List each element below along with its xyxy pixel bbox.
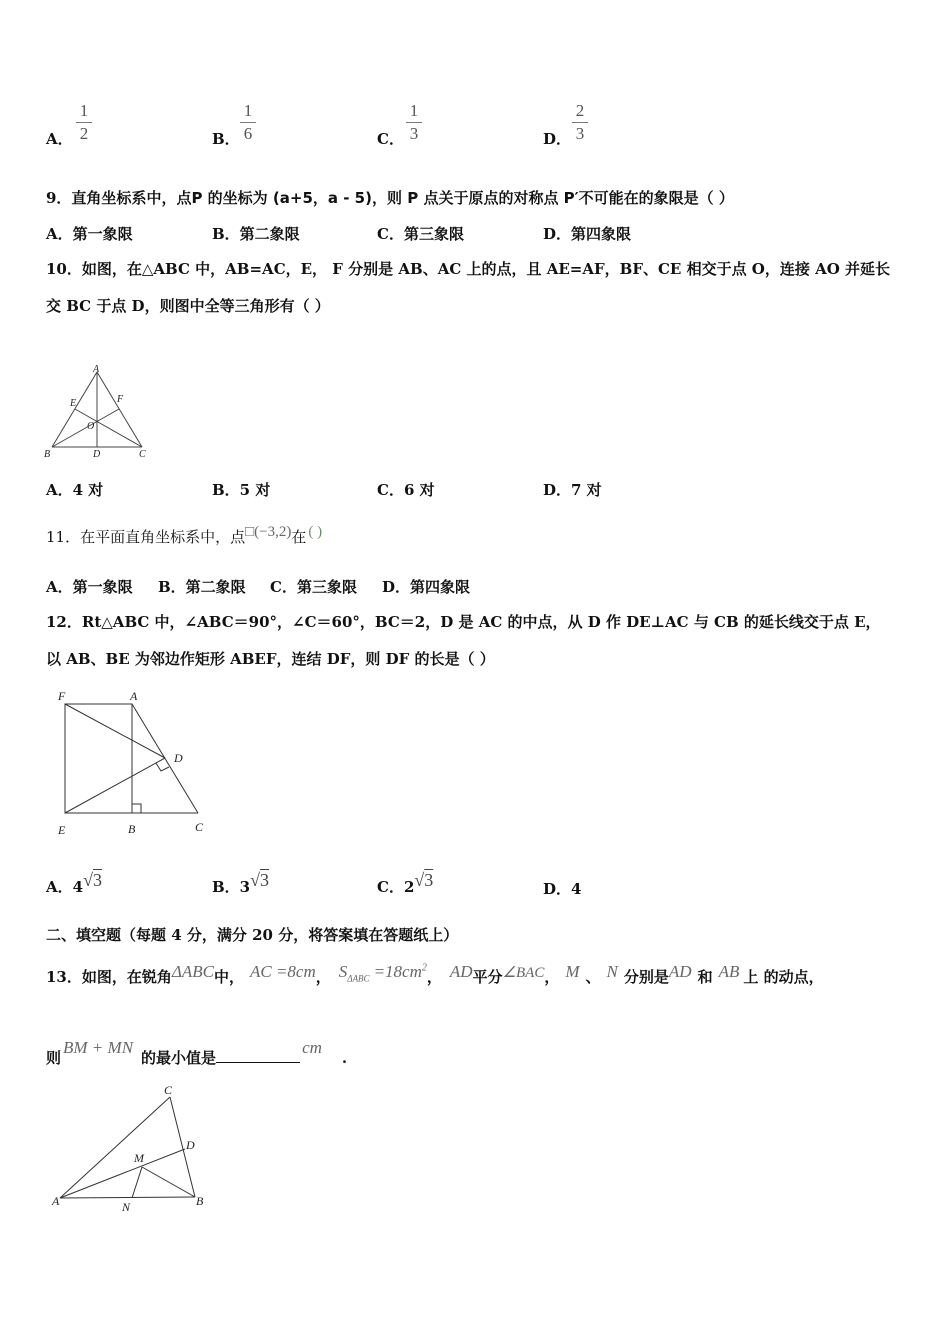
q11-stem: 11．在平面直角坐标系中，点□(−3,2)在 ( ): [46, 524, 323, 546]
q10-figure: [40, 362, 155, 462]
q10-stem-line1: 10．如图，在△ABC 中，AB=AC，E， F 分别是 AB、AC 上的点，且 AE=AF，BF、CE 相交于点 O，连接 AO 并延长: [46, 260, 891, 278]
q13-label-d: D: [186, 1138, 195, 1152]
q8-option-d: D．: [543, 130, 572, 148]
q13-figure: [48, 1080, 218, 1215]
q11-option-c: C．第三象限: [270, 578, 357, 596]
section-2-heading: 二、填空题（每题 4 分，满分 20 分，将答案填在答题纸上）: [46, 926, 459, 944]
q12-label-b: B: [128, 822, 136, 836]
q9-option-d: D．第四象限: [543, 225, 632, 243]
q13-stem-line1: 13．如图，在锐角ΔABC中， AC =8cm， $S_{\Delta ABC} =18cm^2$， AD平分∠BAC， M 、 N 分别是AD 和 AB 上 的动点，: [46, 962, 824, 986]
q12-option-c: C．2√3: [377, 870, 434, 896]
q10-option-c: C．6 对: [377, 481, 435, 499]
q12-option-a: A．4√3: [46, 870, 102, 896]
q10-option-b: B．5 对: [212, 481, 271, 499]
q13-answer-blank[interactable]: [216, 1048, 300, 1063]
q10-label-b: B: [44, 449, 51, 460]
q13-label-a: A: [52, 1194, 60, 1208]
q12-label-a: A: [130, 689, 138, 703]
q12-stem-line1: 12．Rt△ABC 中，∠ABC＝90°，∠C＝60°，BC＝2，D 是 AC 的中点，从 D 作 DE⊥AC 与 CB 的延长线交于点 E，: [46, 613, 881, 631]
q9-stem: 9．直角坐标系中，点P 的坐标为 (a+5，a - 5)，则 P 点关于原点的对称点 P′不可能在的象限是（ ）: [46, 189, 734, 207]
q11-option-b: B．第二象限: [158, 578, 246, 596]
q12-figure: [50, 684, 220, 839]
q10-label-o: O: [87, 421, 95, 432]
q12-stem-line2: 以 AB、BE 为邻边作矩形 ABEF，连结 DF，则 DF 的长是（ ）: [46, 650, 495, 668]
q11-option-a: A．第一象限: [46, 578, 133, 596]
q10-label-a: A: [93, 364, 100, 375]
q12-label-e: E: [58, 823, 66, 837]
q8-fraction-b: 1 6: [240, 101, 256, 144]
q8-option-c: C．: [377, 130, 404, 148]
q10-label-d: D: [93, 449, 101, 460]
q11-option-d: D．第四象限: [382, 578, 471, 596]
q13-label-n: N: [122, 1200, 131, 1214]
q13-label-c: C: [164, 1083, 173, 1097]
q10-label-c: C: [139, 449, 146, 460]
q10-option-a: A．4 对: [46, 481, 104, 499]
q8-fraction-d: 2 3: [572, 101, 588, 144]
q10-label-f: F: [117, 394, 124, 405]
q9-option-b: B．第二象限: [212, 225, 300, 243]
q12-label-f: F: [58, 689, 66, 703]
q8-fraction-c: 1 3: [406, 101, 422, 144]
q9-option-a: A．第一象限: [46, 225, 133, 243]
q12-option-b: B．3√3: [212, 870, 270, 896]
q8-option-a: A．: [46, 130, 73, 148]
q8-option-b: B．: [212, 130, 240, 148]
q10-label-e: E: [70, 398, 77, 409]
q9-option-c: C．第三象限: [377, 225, 464, 243]
q10-stem-line2: 交 BC 于点 D，则图中全等三角形有（ ）: [46, 297, 330, 315]
q12-label-d: D: [174, 751, 183, 765]
q10-option-d: D．7 对: [543, 481, 602, 499]
q12-option-d: D．4: [543, 880, 582, 898]
q8-fraction-a: 1 2: [76, 101, 92, 144]
q13-label-b: B: [196, 1194, 204, 1208]
q13-label-m: M: [134, 1151, 144, 1165]
q12-label-c: C: [195, 820, 204, 834]
q13-stem-line2: 则BM + MN的最小值是cm.: [46, 1038, 348, 1067]
